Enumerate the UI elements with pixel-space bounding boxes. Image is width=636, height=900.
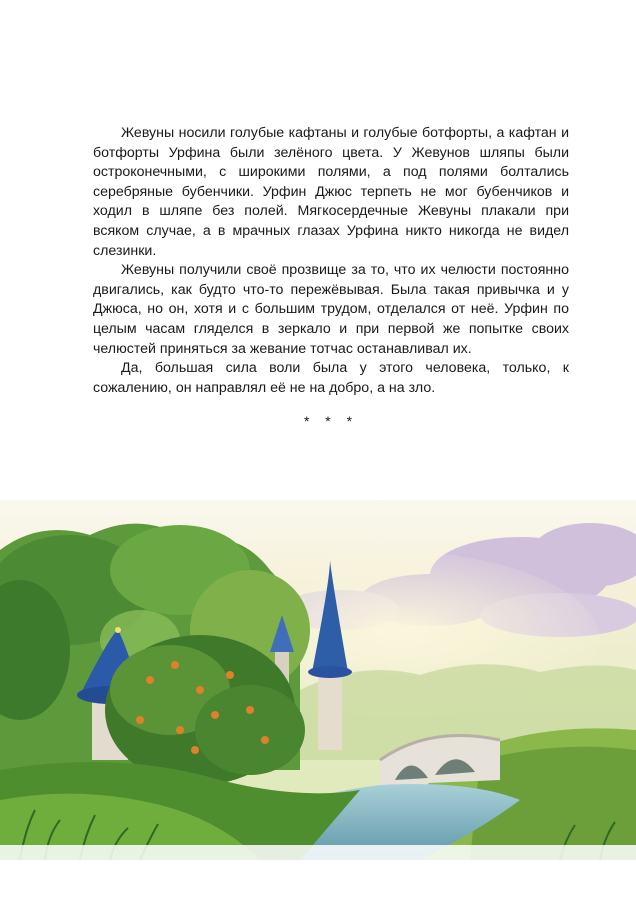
landscape-svg: [0, 440, 636, 860]
paragraph-1: Жевуны носили голубые кафтаны и голубые ботфорты, а кафтан и ботфорты Урфина были зелёного цвета. У Жевунов шляпы были остроконечными, с широкими полями, а под полями болтались серебряные бубенчики. Урфин Джюс терпеть не мог бубенчиков и ходил в шляпе без полей. Мягкосердечные Жевуны плакали при всяком случае, а в мрачных глазах Урфина никто никогда не видел слезинки.: [93, 125, 569, 259]
paragraph-3: Да, большая сила воли была у этого человека, только, к сожалению, он направлял её не на добро, а на зло.: [93, 360, 569, 396]
landscape-illustration: [0, 440, 636, 860]
paragraph-2: Жевуны получили своё прозвище за то, что их челюсти постоянно двигались, как будто что-то пережёвывая. Была такая привычка и у Джюса, но он, хотя и с большим трудом, отделался от неё. Урфин по целым часам гляделся в зеркало и при первой же попытке своих челюстей приняться за жевание тотчас останавливал их.: [93, 262, 569, 357]
section-separator: * * *: [303, 413, 359, 430]
